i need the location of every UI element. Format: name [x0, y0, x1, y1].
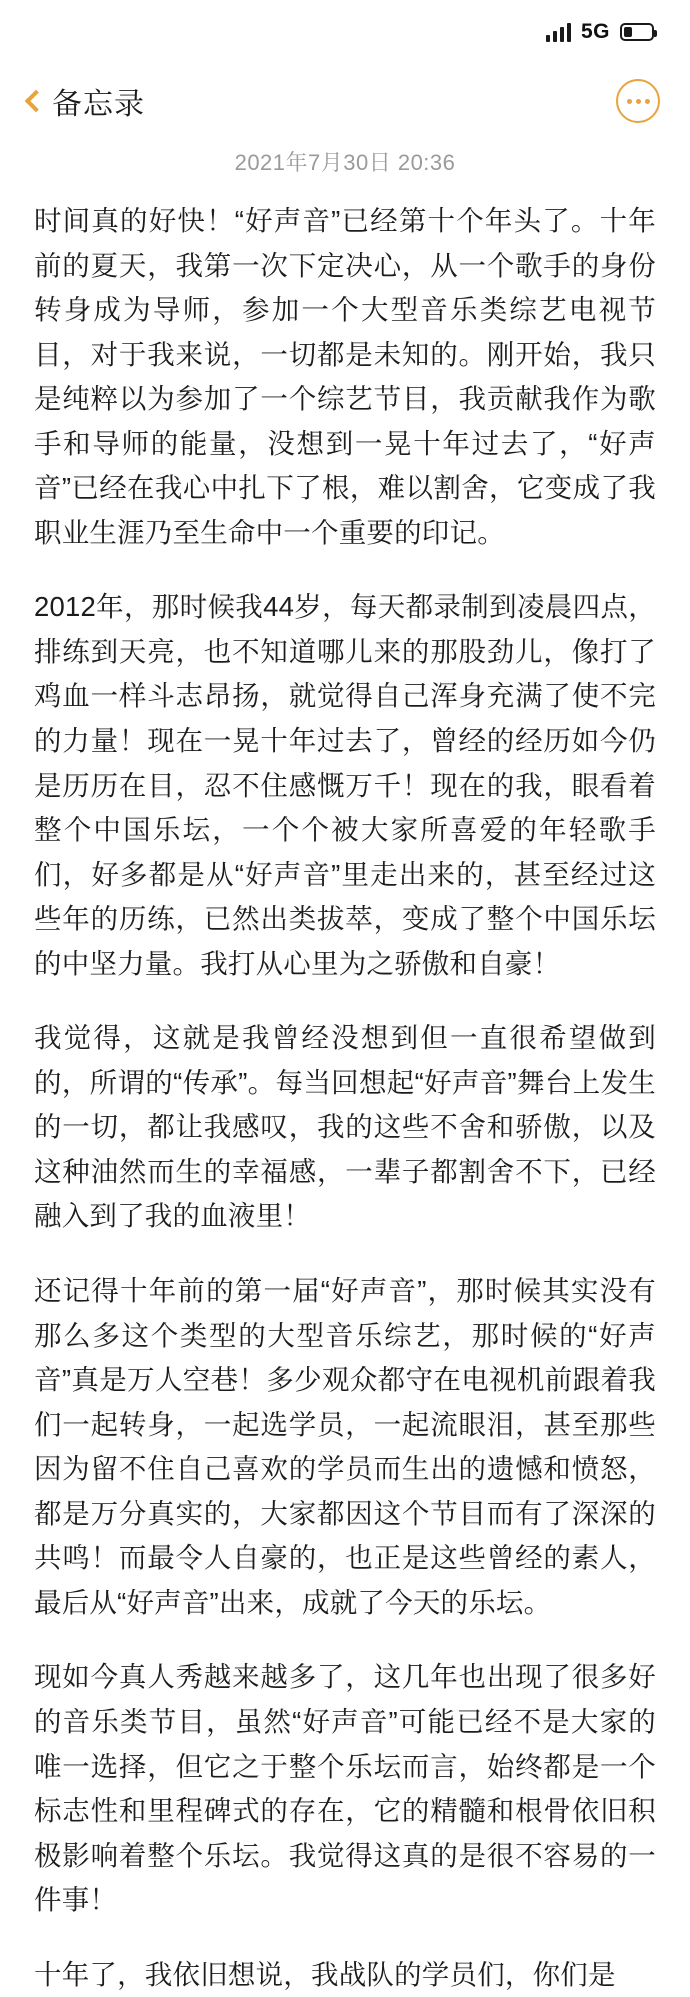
- more-options-icon[interactable]: [616, 79, 660, 123]
- note-content: [0, 146, 690, 1990]
- back-button[interactable]: [24, 79, 145, 123]
- note-paragraph: 我觉得，这就是我曾经没想到但一直很希望做到的，所谓的“传承”。每当回想起“好声音”舞台上发生的一切，都让我感叹，我的这些不舍和骄傲，以及这种油然而生的幸福感，一辈子都割舍不下，已经融入到了我的血液里！: [34, 1022, 656, 1232]
- navigation-bar: [0, 64, 690, 138]
- note-timestamp: 2021年7月30日 20:36: [234, 150, 456, 175]
- battery-icon: [620, 23, 654, 41]
- note-paragraph: 还记得十年前的第一届“好声音”，那时候其实没有那么多这个类型的大型音乐综艺，那时候的“好声音”真是万人空巷！多少观众都守在电视机前跟着我们一起转身，一起选学员，一起流眼泪，甚至那些因为留不住自己喜欢的学员而生出的遗憾和愤怒，都是万分真实的，大家都因这个节目而有了深深的共鸣！而最令人自豪的，也正是这些曾经的素人，最后从“好声音”出来，成就了今天的乐坛。: [34, 1275, 656, 1618]
- chevron-left-icon: [25, 90, 48, 113]
- status-bar: [0, 0, 690, 64]
- signal-bars-icon: [546, 22, 571, 42]
- note-paragraph: 时间真的好快！“好声音”已经第十个年头了。十年前的夏天，我第一次下定决心，从一个歌手的身份转身成为导师，参加一个大型音乐类综艺电视节目，对于我来说，一切都是未知的。刚开始，我只是纯粹以为参加了一个综艺节目，我贡献我作为歌手和导师的能量，没想到一晃十年过去了，“好声音”已经在我心中扎下了根，难以割舍，它变成了我职业生涯乃至生命中一个重要的印记。: [34, 205, 656, 548]
- back-button-label: 备忘录: [52, 88, 145, 121]
- note-text-body[interactable]: [34, 199, 656, 1990]
- note-paragraph: 十年了，我依旧想说，我战队的学员们，你们是: [34, 1958, 616, 1990]
- note-paragraph: 2012年，那时候我44岁，每天都录制到凌晨四点，排练到天亮，也不知道哪儿来的那股劲儿，像打了鸡血一样斗志昂扬，就觉得自己浑身充满了使不完的力量！现在一晃十年过去了，曾经的经历如今仍是历历在目，忍不住感慨万千！现在的我，眼看着整个中国乐坛，一个个被大家所喜爱的年轻歌手们，好多都是从“好声音”里走出来的，甚至经过这些年的历练，已然出类拔萃，变成了整个中国乐坛的中坚力量。我打从心里为之骄傲和自豪！: [34, 591, 656, 979]
- status-bar-right: [546, 20, 654, 44]
- note-paragraph: 现如今真人秀越来越多了，这几年也出现了很多好的音乐类节目，虽然“好声音”可能已经不是大家的唯一选择，但它之于整个乐坛而言，始终都是一个标志性和里程碑式的存在，它的精髓和根骨依旧积极影响着整个乐坛。我觉得这真的是很不容易的一件事！: [34, 1661, 656, 1916]
- network-type-label: 5G: [580, 20, 610, 43]
